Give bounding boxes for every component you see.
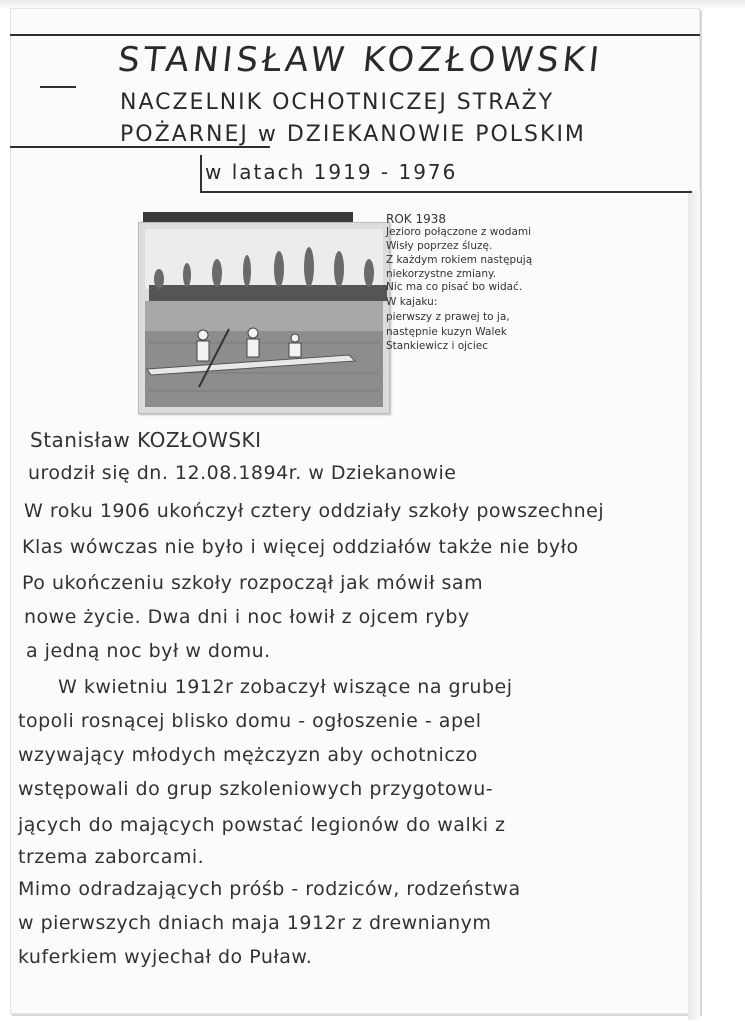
biography-line: trzema zaborcami. [18, 846, 205, 868]
biography-line: wstępowali do grup szkoleniowych przygotowu- [18, 778, 494, 800]
biography-line: W kwietniu 1912r zobaczył wiszące na grubej [58, 676, 513, 698]
photo-caption-line: Jezioro połączone z wodami [386, 226, 532, 238]
biography-line: wzywający młodych mężczyzn aby ochotniczo [18, 744, 478, 766]
biography-line: W roku 1906 ukończył cztery oddziały szkoły powszechnej [24, 500, 605, 522]
biography-line: jących do mających powstać legionów do walki z [18, 814, 506, 836]
photo-caption-line: pierwszy z prawej to ja, [386, 311, 510, 323]
biography-line: topoli rosnącej blisko domu - ogłoszenie - apel [18, 710, 482, 732]
header-role-line2: POŻARNEJ w DZIEKANOWIE POLSKIM [120, 122, 586, 147]
page-edge-shadow [688, 190, 700, 1020]
biography-line: urodził się dn. 12.08.1894r. w Dziekanowie [28, 462, 457, 484]
biography-line: Klas wówczas nie było i więcej oddziałów także nie było [22, 536, 579, 558]
biography-line: w pierwszych dniach maja 1912r z drewnianym [18, 912, 492, 934]
photo-caption-line: ROK 1938 [386, 212, 447, 226]
header-name: STANISŁAW KOZŁOWSKI [115, 40, 605, 80]
kayak-photo [138, 222, 390, 414]
biography-line: a jedną noc był w domu. [26, 640, 271, 662]
photo-caption-line: Stankiewicz i ojciec [386, 340, 488, 352]
photo-caption-line: następnie kuzyn Walek [386, 326, 507, 338]
photo-caption-line: Nic ma co pisać bo widać. [386, 281, 523, 293]
biography-line: Mimo odradzających próśb - rodziców, rodzeństwa [18, 878, 521, 900]
photo-caption-line: Z każdym rokiem następują [386, 254, 533, 266]
photo-caption-line: Wisły poprzez śluzę. [386, 240, 493, 252]
biography-line: nowe życie. Dwa dni i noc łowił z ojcem ryby [24, 606, 470, 628]
header-top-rule [10, 34, 700, 36]
header-role-line1: NACZELNIK OCHOTNICZEJ STRAŻY [120, 90, 555, 115]
header-dash [40, 86, 76, 88]
biography-line: Po ukończeniu szkoły rozpoczął jak mówił sam [22, 572, 484, 594]
photo-caption-line: niekorzystne zmiany. [386, 268, 497, 280]
header-years: w latach 1919 - 1976 [205, 160, 458, 184]
biography-heading: Stanisław KOZŁOWSKI [30, 428, 262, 452]
kayak-photo-image [139, 223, 389, 413]
photo-caption-line: W kajaku: [386, 296, 438, 308]
biography-line: kuferkiem wyjechał do Puław. [18, 946, 313, 968]
